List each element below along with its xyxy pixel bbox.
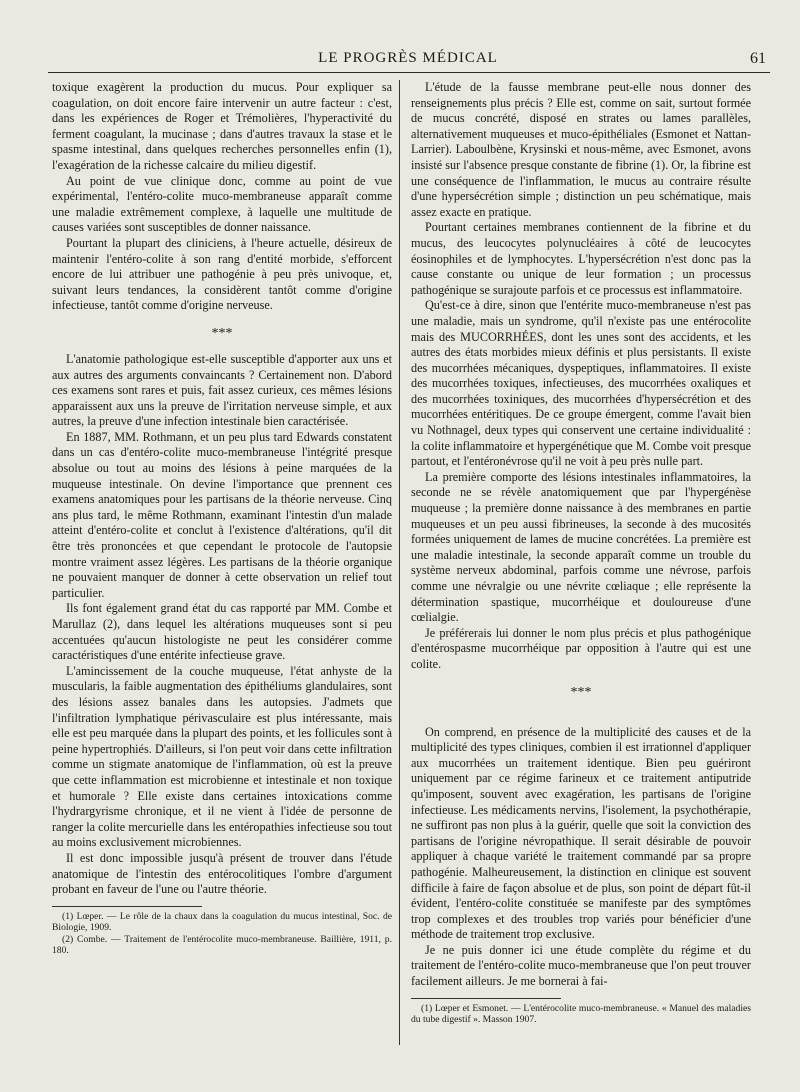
paragraph: Au point de vue clinique donc, comme au point de vue expérimental, l'entéro-colite muco-membraneuse apparaît comme une maladie extrêmement complexe, à laquelle une multitude de causes variées sont susceptibles de donner naissance.	[52, 173, 392, 235]
section-separator: ***	[570, 684, 592, 700]
footnote-rule	[52, 906, 202, 907]
paragraph: Pourtant certaines membranes contiennent de la fibrine et du mucus, des leucocytes polynucléaires à côté de leucocytes éosinophiles et de lymphocytes. L'hypersécrétion n'est donc pas la cause constante ou unique de leur formation ; un processus pathogénique se surajoute parfois et ce processus est inflammatoire.	[411, 220, 751, 297]
paragraph: Qu'est-ce à dire, sinon que l'entérite muco-membraneuse n'est pas une maladie, mais un syndrome, qu'il n'existe pas une entérocolite mais des MUCORRHÉES, dont les unes sont des accidents, et les autres des états morbides mieux définis et plus persistants. Il existe des mucorrhées mécaniques, dyspeptiques, inflammatoires. Il existe des mucorrhées toxiques, infectieuses, des mucorrhées oxaliques et des mucorrhées toxiniques, des mucorrhées d'hypersécrétion et des mucorrhées entéritiques. De ce groupe émergent, comme l'avait bien vu Nothnagel, deux types qui conservent une certaine individualité : la colite inflammatoire et hypergénétique que M. Combe voit presque partout, et l'entéronévrose qu'il ne voit à peu près nulle part.	[411, 298, 751, 469]
paragraph: Pourtant la plupart des cliniciens, à l'heure actuelle, désireux de maintenir l'entéro-colite à son rang d'entité morbide, s'efforcent encore de lui attribuer une pathogénie à peu près univoque, et, suivant leurs tendances, la considèrent tantôt comme d'origine infectieuse, tantôt comme d'origine nerveuse.	[52, 235, 392, 313]
paragraph: L'anatomie pathologique est-elle susceptible d'apporter aux uns et aux autres des arguments convaincants ? Certainement non. D'abord ces examens sont rares et puis, fait assez curieux, ces mêmes lésions apparaissent aux uns la preuve de l'irritation nerveuse simple, et aux autres, la preuve d'une infection intestinale bien caractérisée.	[52, 351, 392, 429]
running-title: LE PROGRÈS MÉDICAL	[318, 50, 498, 66]
paragraph: Je ne puis donner ici une étude complète du régime et du traitement de l'entéro-colite muco-membraneuse que l'on peut trouver facilement ailleurs. Je me bornerai à fai-	[411, 942, 751, 989]
paragraph: L'étude de la fausse membrane peut-elle nous donner des renseignements plus précis ? Elle est, comme on sait, surtout formée de mucus concrété, disposé en strates ou lames parallèles, alternativement muqueuses et muco-épithéliales (Esmonet et Nattan-Larrier). Laboulbène, Krysinski et nous-même, avec Esmonet, avons insisté sur l'absence presque constante de fibrine (1). Or, la fibrine est une conséquence de l'inflammation, le mucus au contraire résulte d'une hypersécrétion simple ; distinction un peu schématique, mais assez exacte en pratique.	[411, 80, 751, 219]
footnote: (1) Lœper et Esmonet. — L'entérocolite muco-membraneuse. « Manuel des maladies du tube digestif ». Masson 1907.	[411, 1002, 751, 1026]
left-column	[52, 80, 392, 956]
footnote: (2) Combe. — Traitement de l'entérocolite muco-membraneuse. Baillière, 1911, p. 180.	[52, 933, 392, 956]
right-column	[411, 80, 751, 1025]
page-header	[48, 50, 768, 74]
paragraph: toxique exagèrent la production du mucus. Pour expliquer sa coagulation, on doit encore faire intervenir un autre facteur : c'est, dans les expériences de Roger et Trémolières, l'hyperactivité du ferment coagulant, la mucinase ; dans d'autres travaux la stase et le spasme intestinal, dans quelques recherches personnelles enfin (1), l'exagération de la richesse calcaire du milieu digestif.	[52, 80, 392, 172]
paragraph: L'amincissement de la couche muqueuse, l'état anhyste de la muscularis, la faible augmentation des épithéliums glandulaires, sont des lésions assez banales dans les autopsies. J'admets que l'infiltration lymphatique périvasculaire est plus intéressante, mais elle est peu marquée dans la plupart des points, et les follicules sont à peine hypertrophiés. D'ailleurs, si l'on peut voir dans cette infiltration comme un stigmate anatomique de l'inflammation, où est la preuve que cette inflammation est microbienne et intestinale et non toxique et humorale ? Elle existe dans certaines intoxications comme l'hydrargyrisme chronique, et il ne vient à l'idée de personne de ranger la colite mercurielle dans les entéropathies infectieuse sou tout au moins exclusivement microbiennes.	[52, 663, 392, 850]
paragraph: La première comporte des lésions intestinales inflammatoires, la seconde ne se révèle anatomiquement que par l'hypergénèse muqueuse ; la première donne naissance à des membranes en partie muqueuses et un peu aussi fibrineuses, la seconde à des mucosités formées uniquement de lames de mucine concrétées. La première est une maladie intestinale, la seconde apparaît comme un trouble du système nerveux abdominal, parfois comme une névrose, parfois comme une névralgie ou une névrite cœliaque ; elle représente la détermination spastique, mucorrhéique et douloureuse d'une cœlialgie.	[411, 469, 751, 625]
paragraph: En 1887, MM. Rothmann, et un peu plus tard Edwards constatent dans un cas d'entéro-colite muco-membraneuse l'intégrité presque absolue ou tout au moins des lésions à peine marquées de la muqueuse intestinale. On devine l'importance que prennent ces examens anatomiques pour les partisans de la théorie nerveuse. Cinq ans plus tard, le même Rothmann, examinant l'intestin d'un malade atteint d'entéro-colite et conclut à l'existence d'altérations, qu'il dit être très prononcées et que cependant le protocole de l'autopsie montre vraiment assez légères. Les partisans de la théorie organique ne pouvaient manquer de donner à cette observation un relief tout particulier.	[52, 429, 392, 600]
header-rule	[48, 72, 770, 73]
footnote: (1) Lœper. — Le rôle de la chaux dans la coagulation du mucus intestinal, Soc. de Biologie, 1909.	[52, 910, 392, 934]
page-number: 61	[750, 50, 766, 67]
footnote-rule	[411, 998, 561, 999]
paragraph: On comprend, en présence de la multiplicité des causes et de la multiplicité des types cliniques, combien il est irrationnel d'appliquer aux mucorrhées un traitement identique. Bien peu guériront uniquement par ce régime farineux et ce traitement antiputride qu'imposent, souvent avec exagération, les partisans de l'origine infectieuse. Les médicaments nervins, l'isolement, la psychothérapie, ne suffiront pas non plus à la guérir, quelle que soit la conviction des partisans de l'origine névropathique. Il serait désirable de pouvoir appliquer à chaque variété le traitement commandé par sa propre pathogénie. Malheureusement, la distinction en clinique est souvent difficile à faire de façon absolue et de plus, son point de départ fût-il évident, l'entéro-colite constituée se manifeste par des symptômes trop complexes et des troubles trop variés pour bénéficier d'une méthode de traitement trop exclusive.	[411, 724, 751, 942]
paragraph: Ils font également grand état du cas rapporté par MM. Combe et Marullaz (2), dans lequel les altérations muqueuses sont si peu accentuées qu'aucun histologiste ne peut les considérer comme caractéristiques d'une entérite infectieuse grave.	[52, 601, 392, 663]
paragraph: Je préférerais lui donner le nom plus précis et plus pathogénique d'entérospasme mucorrhéique par opposition à l'autre qui est une colite.	[411, 625, 751, 671]
section-separator: ***	[211, 325, 233, 341]
paragraph: Il est donc impossible jusqu'à présent de trouver dans l'étude anatomique de l'intestin des entérocolitiques l'ombre d'argument probant en faveur de l'une ou l'autre théorie.	[52, 850, 392, 897]
spacer	[411, 711, 751, 725]
column-divider	[399, 80, 400, 1045]
